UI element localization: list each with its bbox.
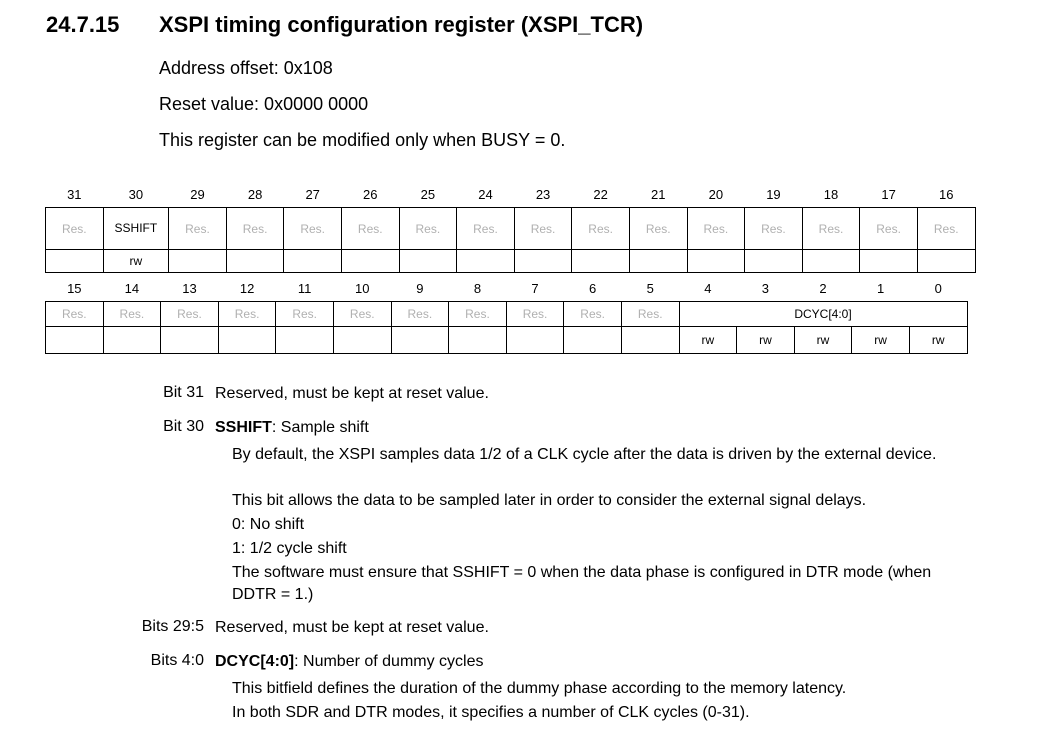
bit30-paragraph: The software must ensure that SSHIFT = 0 when the data phase is configured in DTR mode (when DDTR = 1.): [232, 564, 932, 603]
access-cell: [399, 250, 457, 273]
reserved-field: Res.: [218, 302, 276, 327]
bit30-field-name: SSHIFT: [215, 419, 272, 436]
bit-number: 3: [761, 280, 770, 296]
address-offset: Address offset: 0x108: [159, 58, 333, 78]
access-cell: [284, 250, 342, 273]
reserved-field: Res.: [514, 208, 572, 250]
register-lower-table: [45, 275, 968, 354]
access-cell: rw: [103, 250, 169, 273]
bit-number: 23: [535, 186, 551, 202]
access-cell: [333, 327, 391, 354]
lower-access-row: [46, 327, 968, 354]
bit-number: 25: [420, 186, 436, 202]
bit-number: 8: [473, 280, 482, 296]
bit-number: 27: [305, 186, 320, 202]
reserved-field: Res.: [46, 302, 104, 327]
reset-value: Reset value: 0x0000 0000: [159, 94, 369, 114]
reserved-field: Res.: [276, 302, 334, 327]
bit-number: 2: [819, 280, 827, 296]
dcyc-field-name: DCYC[4:0]: [215, 653, 295, 670]
reserved-field: Res.: [745, 208, 803, 250]
reserved-field: Res.: [860, 208, 918, 250]
bits4-0-label: Bits 4:0: [150, 652, 204, 669]
bit31-description: Reserved, must be kept at reset value.: [215, 385, 489, 402]
upper-field-names: [46, 208, 976, 250]
bit-number: 10: [355, 280, 370, 296]
reserved-field: Res.: [457, 208, 515, 250]
bit30-paragraph: By default, the XSPI samples data 1/2 of a CLK cycle after the data is driven by the external device.: [232, 446, 937, 463]
reserved-field: Res.: [802, 208, 860, 250]
reserved-field: Res.: [333, 302, 391, 327]
bit-number: 12: [239, 280, 255, 296]
bit-number: 0: [934, 280, 942, 296]
bit-number: 19: [766, 186, 781, 202]
bit30-paragraph: 0: No shift: [232, 516, 305, 533]
bits29-5-label: Bits 29:5: [141, 618, 204, 635]
access-cell: [621, 327, 679, 354]
bits4-0-paragraph: In both SDR and DTR modes, it specifies a number of CLK cycles (0-31).: [232, 704, 750, 721]
bit31-label: Bit 31: [163, 384, 204, 401]
bit-number: 21: [651, 186, 666, 202]
reserved-field: Res.: [46, 208, 104, 250]
access-cell: rw: [737, 327, 795, 354]
bit-number: 15: [67, 280, 82, 296]
bit-number: 17: [881, 186, 896, 202]
dcyc-field: DCYC[4:0]: [679, 302, 967, 327]
bit-number: 20: [708, 186, 724, 202]
access-cell: [514, 250, 572, 273]
access-cell: [46, 250, 104, 273]
access-cell: [276, 327, 334, 354]
access-cell: [226, 250, 284, 273]
access-cell: [341, 250, 399, 273]
upper-access-row: [46, 250, 976, 273]
lower-bit-numbers: [46, 275, 968, 302]
reserved-field: Res.: [687, 208, 745, 250]
reserved-field: Res.: [629, 208, 687, 250]
bit30-paragraph: 1: 1/2 cycle shift: [232, 540, 347, 557]
access-cell: rw: [794, 327, 852, 354]
bit-number: 24: [478, 186, 493, 202]
lower-field-names: [46, 302, 968, 327]
bit-number: 16: [938, 186, 954, 202]
access-cell: [457, 250, 515, 273]
bit-number: 31: [67, 186, 82, 202]
bits4-0-paragraph: This bitfield defines the duration of the dummy phase according to the memory latency.: [232, 680, 847, 697]
bit-number: 18: [823, 186, 839, 202]
bits29-5-description: Reserved, must be kept at reset value.: [215, 619, 489, 636]
bit-number: 7: [531, 280, 539, 296]
access-cell: [391, 327, 449, 354]
bit30-label: Bit 30: [163, 418, 204, 435]
access-cell: [687, 250, 745, 273]
register-note: This register can be modified only when BUSY = 0.: [159, 130, 566, 150]
reserved-field: Res.: [399, 208, 457, 250]
bit30-heading: [215, 416, 369, 440]
access-cell: [449, 327, 507, 354]
bit-number: 1: [876, 280, 885, 296]
bit-number: 6: [589, 280, 597, 296]
bit30-paragraph: This bit allows the data to be sampled later in order to consider the external signal delays.: [232, 492, 867, 509]
bit-number: 4: [704, 280, 712, 296]
access-cell: [572, 250, 630, 273]
reserved-field: Res.: [564, 302, 622, 327]
section-number: 24.7.15: [46, 12, 120, 37]
bits4-0-heading: [215, 650, 484, 674]
access-cell: [103, 327, 161, 354]
reserved-field: Res.: [621, 302, 679, 327]
access-cell: [860, 250, 918, 273]
bit30-field-title: : Sample shift: [271, 419, 369, 436]
sshift-field: SSHIFT: [103, 208, 169, 250]
access-cell: [629, 250, 687, 273]
reserved-field: Res.: [917, 208, 975, 250]
dcyc-field-title: : Number of dummy cycles: [294, 653, 484, 670]
bit-number: 9: [416, 280, 424, 296]
access-cell: [506, 327, 564, 354]
bit-number: 26: [363, 186, 378, 202]
reserved-field: Res.: [506, 302, 564, 327]
access-cell: [564, 327, 622, 354]
access-cell: [161, 327, 219, 354]
access-cell: [917, 250, 975, 273]
reserved-field: Res.: [226, 208, 284, 250]
access-cell: [802, 250, 860, 273]
bit-number: 29: [190, 186, 205, 202]
bit-number: 14: [124, 280, 140, 296]
upper-bit-numbers: [46, 181, 976, 208]
register-upper-table: [45, 181, 976, 273]
reserved-field: Res.: [449, 302, 507, 327]
reserved-field: Res.: [103, 302, 161, 327]
bit-number: 13: [182, 280, 197, 296]
reserved-field: Res.: [161, 302, 219, 327]
bit-number: 11: [297, 280, 312, 296]
reserved-field: Res.: [572, 208, 630, 250]
access-cell: rw: [679, 327, 737, 354]
access-cell: rw: [909, 327, 967, 354]
reserved-field: Res.: [284, 208, 342, 250]
bit-number: 30: [128, 186, 144, 202]
bit-number: 5: [646, 280, 654, 296]
access-cell: [46, 327, 104, 354]
access-cell: [218, 327, 276, 354]
access-cell: [745, 250, 803, 273]
access-cell: rw: [852, 327, 910, 354]
reserved-field: Res.: [169, 208, 227, 250]
access-cell: [169, 250, 227, 273]
reserved-field: Res.: [341, 208, 399, 250]
bit-number: 28: [247, 186, 263, 202]
section-title: XSPI timing configuration register (XSPI_TCR): [159, 12, 644, 37]
bit-number: 22: [593, 186, 608, 202]
reserved-field: Res.: [391, 302, 449, 327]
